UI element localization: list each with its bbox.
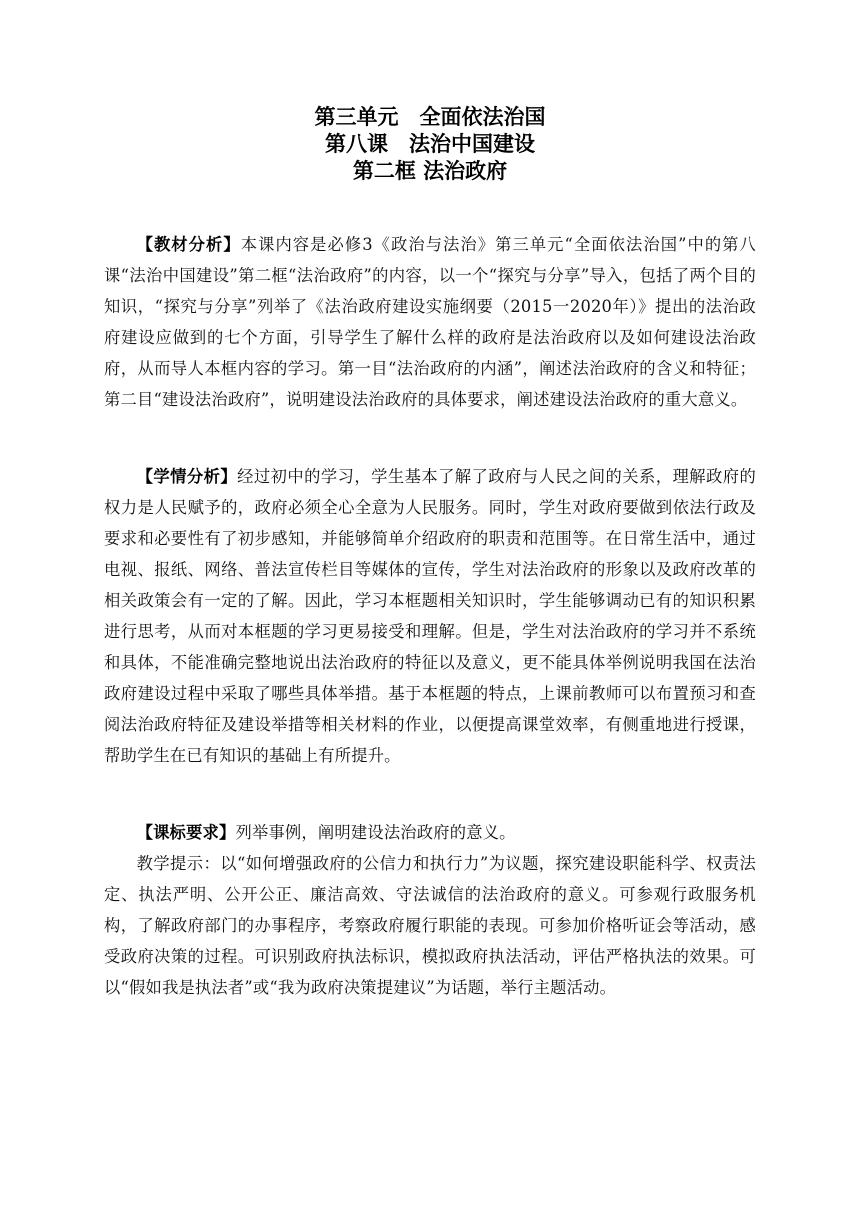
title-block <box>104 104 756 185</box>
curriculum-requirements-text: 列举事例，阐明建设法治政府的意义。 <box>235 823 516 842</box>
curriculum-requirements-section <box>104 817 756 1003</box>
unit-title: 第三单元 全面依法治国 <box>314 105 546 129</box>
teaching-tip-paragraph: 教学提示：以“如何增强政府的公信力和执行力”为议题，探究建设职能科学、权责法定、执法严明、公开公正、廉洁高效、守法诚信的法治政府的意义。可参观行政服务机构，了解政府部门的办事程序，考察政府履行职能的表现。可参加价格听证会等活动，感受政府决策的过程。可识别政府执法标识，模拟政府执法活动，评估严格执法的效果。可以“假如我是执法者”或“我为政府决策提建议”为话题，举行主题活动。 <box>104 854 756 997</box>
curriculum-requirements-label: 【课标要求】 <box>136 823 236 842</box>
textbook-analysis-text: 本课内容是必修3《政治与法治》第三单元“全面依法治国”中的第八课“法治中国建设”第二框“法治政府”的内容，以一个“探究与分享”导入，包括了两个目的知识，“探究与分享”列举了《法治政府建设实施纲要（2015一2020年）》提出的法治政府建设应做到的七个方面，引导学生了解什么样的政府是法治政府以及如何建设法治政府，从而导人本框内容的学习。第一目“法治政府的内涵”，阐述法治政府的含义和特征；第二目“建设法治政府”，说明建设法治政府的具体要求，阐述建设法治政府的重大意义。 <box>104 235 757 409</box>
frame-title: 第二框 法治政府 <box>352 159 508 183</box>
document-page <box>104 104 756 1049</box>
lesson-title: 第八课 法治中国建设 <box>325 132 535 156</box>
textbook-analysis-section <box>104 229 756 415</box>
textbook-analysis-label: 【教材分析】 <box>136 235 241 254</box>
learner-analysis-text: 经过初中的学习，学生基本了解了政府与人民之间的关系，理解政府的权力是人民赋予的，政府必须全心全意为人民服务。同时，学生对政府要做到依法行政及要求和必要性有了初步感知，并能够简单介绍政府的职责和范围等。在日常生活中，通过电视、报纸、网络、普法宣传栏目等媒体的宣传，学生对法治政府的形象以及政府改革的相关政策会有一定的了解。因此，学习本框题相关知识时，学生能够调动已有的知识积累进行思考，从而对本框题的学习更易接受和理解。但是，学生对法治政府的学习并不系统和具体，不能准确完整地说出法治政府的特征以及意义，更不能具体举例说明我国在法治政府建设过程中采取了哪些具体举措。基于本框题的特点，上课前教师可以布置预习和查阅法治政府特征及建设举措等相关材料的作业，以便提高课堂效率，有侧重地进行授课，帮助学生在已有知识的基础上有所提升。 <box>104 467 756 765</box>
curriculum-requirements-paragraph <box>104 817 756 848</box>
textbook-analysis-paragraph <box>104 229 756 415</box>
learner-analysis-label: 【学情分析】 <box>136 467 238 486</box>
learner-analysis-paragraph <box>104 461 756 771</box>
learner-analysis-section <box>104 461 756 771</box>
